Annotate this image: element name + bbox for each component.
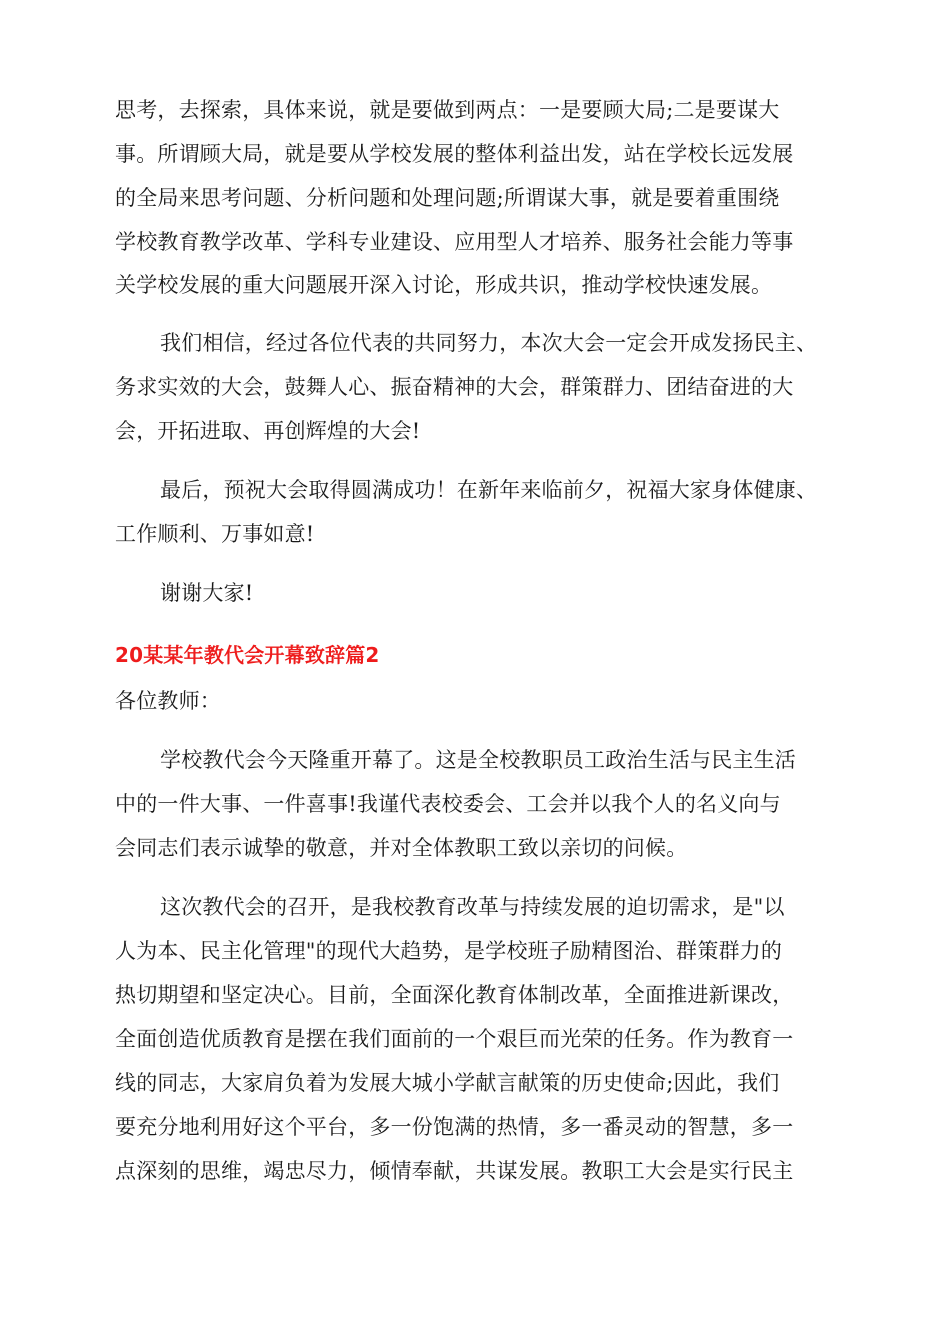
paragraph-line: 工作顺利、万事如意! <box>115 522 315 546</box>
paragraph-line: 人为本、民主化管理"的现代大趋势，是学校班子励精图治、群策群力的 <box>115 939 783 963</box>
paragraph-line: 线的同志，大家肩负着为发展大城小学献言献策的历史使命;因此，我们 <box>115 1071 780 1095</box>
paragraph-line: 要充分地利用好这个平台，多一份饱满的热情，多一番灵动的智慧，多一 <box>115 1115 794 1139</box>
paragraph-line: 会，开拓进取、再创辉煌的大会! <box>115 419 421 443</box>
paragraph-line: 思考，去探索，具体来说，就是要做到两点：一是要顾大局;二是要谋大 <box>115 98 780 122</box>
paragraph-line: 我们相信，经过各位代表的共同努力，本次大会一定会开成发扬民主、 <box>160 331 818 355</box>
paragraph-line: 全面创造优质教育是摆在我们面前的一个艰巨而光荣的任务。作为教育一 <box>115 1027 794 1051</box>
paragraph-line: 最后，预祝大会取得圆满成功！在新年来临前夕，祝福大家身体健康、 <box>160 478 818 502</box>
section-heading: 20某某年教代会开幕致辞篇2 <box>115 643 380 667</box>
paragraph-line: 务求实效的大会，鼓舞人心、振奋精神的大会，群策群力、团结奋进的大 <box>115 375 794 399</box>
paragraph-line: 点深刻的思维，竭忠尽力，倾情奉献，共谋发展。教职工大会是实行民主 <box>115 1159 794 1183</box>
paragraph-line: 学校教育教学改革、学科专业建设、应用型人才培养、服务社会能力等事 <box>115 230 794 254</box>
paragraph-line: 热切期望和坚定决心。目前，全面深化教育体制改革，全面推进新课改， <box>115 983 794 1007</box>
salutation: 各位教师： <box>115 689 221 713</box>
paragraph-line: 这次教代会的召开，是我校教育改革与持续发展的迫切需求，是"以 <box>160 895 785 919</box>
paragraph-line: 关学校发展的重大问题展开深入讨论，形成共识，推动学校快速发展。 <box>115 273 773 297</box>
paragraph-line: 会同志们表示诚挚的敬意，并对全体教职工致以亲切的问候。 <box>115 836 688 860</box>
paragraph-line: 中的一件大事、一件喜事!我谨代表校委会、工会并以我个人的名义向与 <box>115 792 781 816</box>
paragraph-line: 的全局来思考问题、分析问题和处理问题;所谓谋大事，就是要着重围绕 <box>115 186 780 210</box>
paragraph-line: 学校教代会今天隆重开幕了。这是全校教职员工政治生活与民主生活 <box>160 748 796 772</box>
paragraph-line: 谢谢大家! <box>160 581 254 605</box>
paragraph-line: 事。所谓顾大局，就是要从学校发展的整体利益出发，站在学校长远发展 <box>115 142 794 166</box>
